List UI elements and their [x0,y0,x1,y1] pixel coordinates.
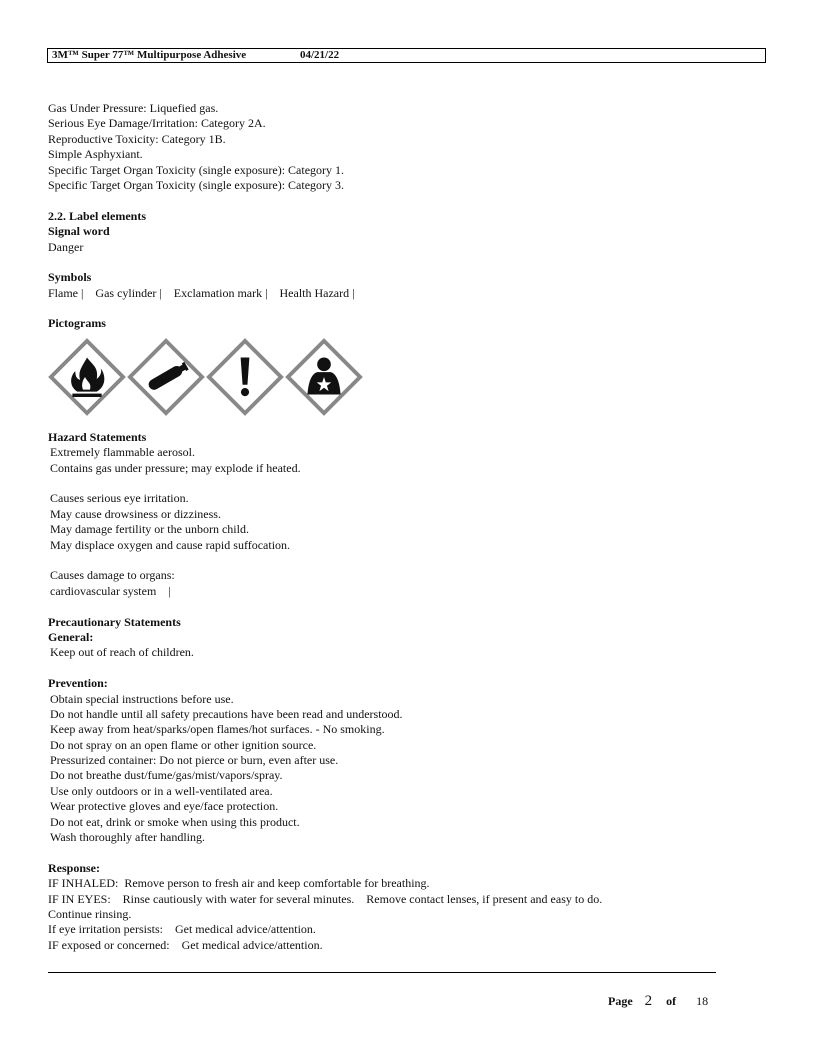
footer-divider [48,972,716,973]
classification-item: Specific Target Organ Toxicity (single exposure): Category 1. [48,162,345,177]
response-statement: Continue rinsing. [48,906,132,921]
classification-list [48,101,748,193]
signal-word-heading: Signal word [48,224,110,239]
response-heading: Response: [48,860,101,875]
product-name: 3M™ Super 77™ Multipurpose Adhesive [52,49,247,61]
classification-item: Reproductive Toxicity: Category 1B. [48,131,226,146]
hazard-statement: Causes damage to organs: [50,568,175,583]
symbol-flame: Flame | [48,285,84,300]
hazard-statement: May damage fertility or the unborn child. [50,522,249,537]
label-elements-heading: 2.2. Label elements [48,208,146,223]
response-statement: IF exposed or concerned: Get medical advice/attention. [48,937,323,952]
classification-item: Gas Under Pressure: Liquefied gas. [48,101,219,115]
classification-item: Simple Asphyxiant. [48,147,143,162]
response-statement: IF IN EYES: Rinse cautiously with water for several minutes. Remove contact lenses, if present and easy to do. [48,891,603,906]
prevention-heading: Prevention: [48,676,108,691]
pictograms-heading: Pictograms [48,316,106,331]
health-hazard-icon [285,338,363,416]
response-statement: If eye irritation persists: Get medical advice/attention. [48,922,316,937]
prevention-statement: Obtain special instructions before use. [50,691,234,706]
prevention-statement: Do not breathe dust/fume/gas/mist/vapors/spray. [50,768,283,783]
page-number: 2 [644,993,653,1009]
prevention-statement: Pressurized container: Do not pierce or burn, even after use. [50,753,339,768]
symbol-gas-cylinder: Gas cylinder | [95,285,162,300]
classification-item: Serious Eye Damage/Irritation: Category 2A. [48,116,266,131]
gas-cylinder-icon [127,338,205,416]
signal-word: Danger [48,239,84,254]
prevention-statement: Wear protective gloves and eye/face protection. [50,799,279,814]
hazard-statement: Causes serious eye irritation. [50,491,189,506]
precautionary-statements-heading: Precautionary Statements [48,614,181,629]
general-heading: General: [48,629,94,644]
total-pages: 18 [696,994,709,1008]
classification-item: Specific Target Organ Toxicity (single exposure): Category 3. [48,177,345,192]
hazard-statement: cardiovascular system | [50,583,171,598]
symbols-list [48,286,748,301]
exclamation-mark-icon [206,338,284,416]
prevention-statement: Wash thoroughly after handling. [50,830,205,845]
response-statement: IF INHALED: Remove person to fresh air and keep comfortable for breathing. [48,876,430,891]
hazard-statement: Extremely flammable aerosol. [50,445,195,460]
hazard-statement: Contains gas under pressure; may explode if heated. [50,460,301,475]
revision-date: 04/21/22 [300,49,340,61]
page-label: Page [608,994,633,1008]
of-label: of [666,994,677,1008]
precautionary-statement: Keep out of reach of children. [50,645,194,660]
prevention-statement: Do not handle until all safety precautions have been read and understood. [50,706,403,721]
symbol-health-hazard: Health Hazard | [279,285,355,300]
prevention-statement: Do not spray on an open flame or other ignition source. [50,737,317,752]
hazard-statement: May displace oxygen and cause rapid suffocation. [50,537,291,552]
symbols-heading: Symbols [48,270,92,285]
pictograms-row [48,338,748,416]
symbol-exclamation-mark: Exclamation mark | [173,285,268,300]
hazard-statement: May cause drowsiness or dizziness. [50,506,221,521]
prevention-statement: Use only outdoors or in a well-ventilated area. [50,783,273,798]
prevention-statement: Do not eat, drink or smoke when using this product. [50,814,300,829]
page-footer [608,993,708,1010]
hazard-statements-heading: Hazard Statements [48,429,147,444]
flame-icon [48,338,126,416]
prevention-statement: Keep away from heat/sparks/open flames/hot surfaces. - No smoking. [50,722,385,737]
document-header [47,48,766,63]
page-content [48,101,748,953]
